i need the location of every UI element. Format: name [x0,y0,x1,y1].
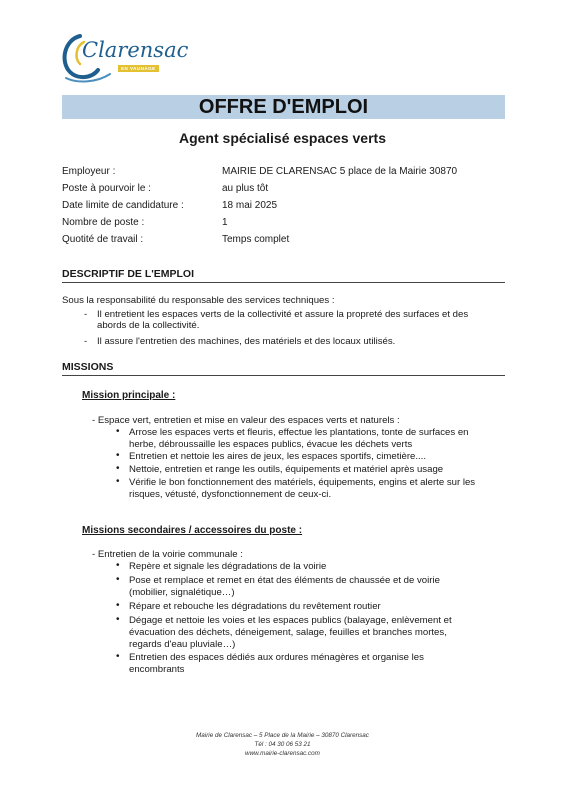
clarensac-logo [58,28,189,86]
principale-bullet-1-line1: Arrose les espaces verts et fleuris, effectue les plantations, tonte de surfaces en [129,427,469,438]
bullet-icon: • [116,426,120,437]
info-value-worktime: Temps complet [222,234,290,245]
dash-marker: - [84,336,88,347]
bullet-icon: • [116,450,120,461]
principale-bullet-4-line2: risques, vétusté, dysfonctionnement de ceux-ci. [129,489,332,500]
footer-address: Mairie de Clarensac – 5 Place de la Mairie – 30870 Clarensac [196,732,369,739]
info-label-start: Poste à pourvoir le : [62,183,151,194]
secondaire-bullet-2-line1: Pose et remplace et remet en état des éléments de chaussée et de voirie [129,575,440,586]
descriptif-intro: Sous la responsabilité du responsable des services techniques : [62,295,335,306]
info-label-positions: Nombre de poste : [62,217,145,228]
info-value-positions: 1 [222,217,228,228]
principale-bullet-2-line1: Entretien et nettoie les aires de jeux, les espaces sportifs, cimetière.... [129,451,427,462]
job-title: Agent spécialisé espaces verts [178,130,386,146]
missions-secondaires-heading: Missions secondaires / accessoires du poste : [82,525,303,536]
footer-phone: Tél : 04 30 06 53 21 [254,741,311,748]
bullet-icon: • [116,600,120,611]
secondaire-bullet-4-line3: regards d'eau pluviale…) [129,639,236,650]
info-value-employer: MAIRIE DE CLARENSAC 5 place de la Mairie 30870 [222,166,458,177]
secondaire-bullet-4-line1: Dégage et nettoie les voies et les espaces publics (balayage, enlèvement et [129,615,452,626]
mission-principale-intro: - Espace vert, entretien et mise en valeur des espaces verts et naturels : [92,415,400,426]
bullet-icon: • [116,463,120,474]
missions-secondaires-intro: - Entretien de la voirie communale : [92,549,243,560]
info-value-start: au plus tôt [222,183,269,194]
descriptif-item-1-line1: Il entretient les espaces verts de la collectivité et assure la propreté des surfaces et des [97,309,469,320]
bullet-icon: • [116,574,120,585]
secondaire-bullet-2-line2: (mobilier, signalétique…) [129,587,235,598]
mission-principale-heading: Mission principale : [82,390,176,401]
secondaire-bullet-3-line1: Répare et rebouche les dégradations du revêtement routier [129,601,381,612]
info-label-worktime: Quotité de travail : [62,234,144,245]
logo-wordmark: Clarensac [82,38,189,62]
descriptif-item-1-line2: abords de la collectivité. [97,320,200,331]
bullet-icon: • [116,651,120,662]
secondaire-bullet-1-line1: Repère et signale les dégradations de la voirie [129,561,327,572]
info-value-deadline: 18 mai 2025 [222,200,278,211]
section-heading-descriptif: DESCRIPTIF DE L'EMPLOI [62,268,505,283]
principale-bullet-4-line1: Vérifie le bon fonctionnement des matériels, équipements, engins et alerte sur les [129,477,476,488]
secondaire-bullet-4-line2: évacuation des déchets, déneigement, salage, feuilles et branches mortes, [129,627,447,638]
info-label-employer: Employeur : [62,166,116,177]
section-heading-missions: MISSIONS [62,361,505,376]
descriptif-item-2-line1: Il assure l'entretien des machines, des matériels et des locaux utilisés. [97,336,396,347]
logo-tagline: EN VAUNAGE [118,65,159,72]
dash-marker: - [84,309,88,320]
principale-bullet-1-line2: herbe, débroussaille les espaces publics, évacue les déchets verts [129,439,413,450]
bullet-icon: • [116,476,120,487]
info-label-deadline: Date limite de candidature : [62,200,184,211]
secondaire-bullet-5-line2: encombrants [129,664,185,675]
secondaire-bullet-5-line1: Entretien des espaces dédiés aux ordures ménagères et organise les [129,652,424,663]
bullet-icon: • [116,614,120,625]
bullet-icon: • [116,560,120,571]
footer-website: www.mairie-clarensac.com [245,750,320,757]
principale-bullet-3-line1: Nettoie, entretien et range les outils, équipements et matériel après usage [129,464,444,475]
offer-banner-title: OFFRE D'EMPLOI [62,95,505,119]
